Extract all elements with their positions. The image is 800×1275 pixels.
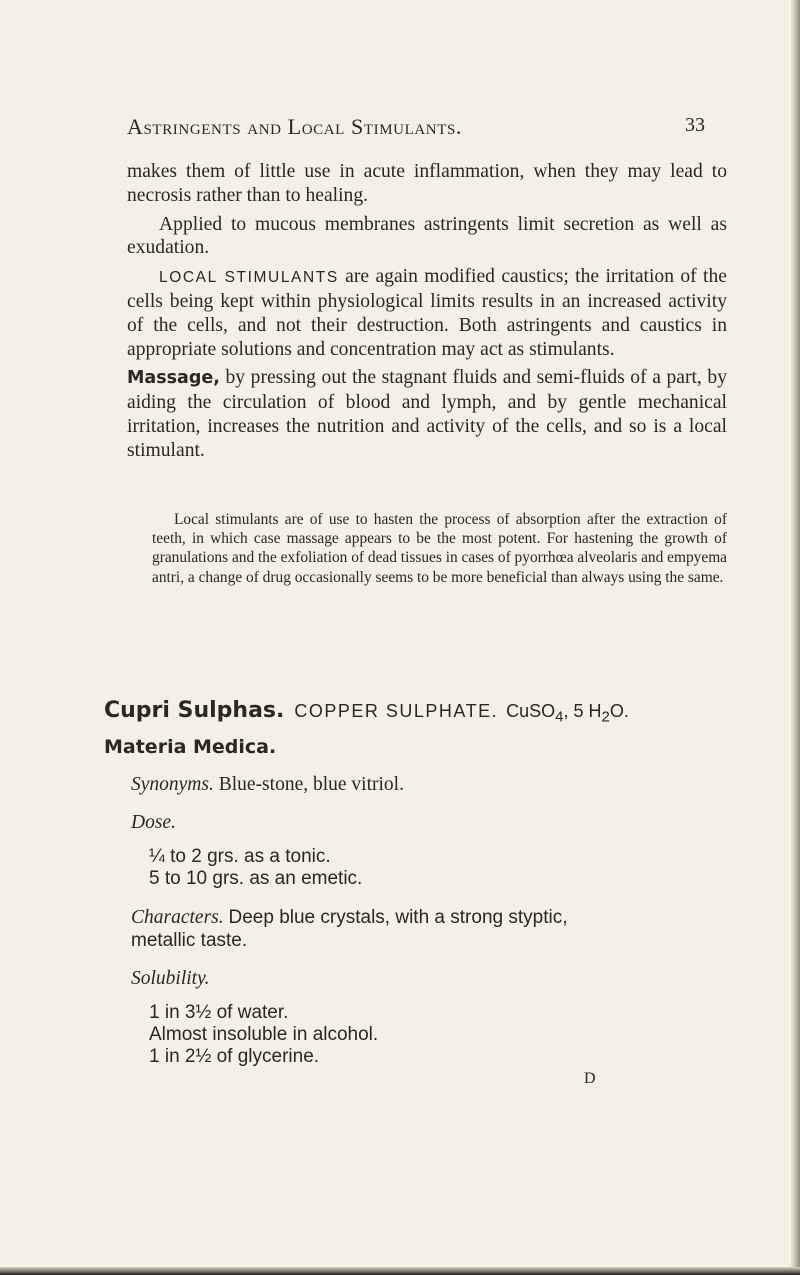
massage-text: by pressing out the stagnant fluids and semi-fluids of a part, by aiding the circulation of blood and lymph, and by gentle mechanical irritation, increases the nutrition and activity of the cells, and so is a local stimulant. <box>127 367 727 461</box>
paragraph-massage <box>127 366 727 462</box>
local-stimulants-text: are again modified caustics; the irritation of the cells being kept within physiological limits results in an increased activity of the cells, and not their destruction. Both astringents and caustics in appropriate solutions and concentration may act as stimulants. <box>127 266 727 360</box>
page-edge-shadow <box>791 0 800 1275</box>
paragraph-local-stimulants <box>127 265 727 361</box>
running-head: Astringents and Local Stimulants. <box>127 114 463 139</box>
main-text <box>127 160 727 463</box>
characters-text-continued: metallic taste. <box>131 930 248 951</box>
dose-line: 5 to 10 grs. as an emetic. <box>149 868 363 889</box>
small-print-note <box>152 510 727 587</box>
solubility-label-line <box>131 967 751 990</box>
synonyms-line <box>131 773 751 796</box>
solubility-label: Solubility. <box>131 968 210 989</box>
note-text: Local stimulants are of use to hasten the process of absorption after the extraction of teeth, in which case massage appears to be the most potent. For hastening the growth of granulations and the exfoliation of dead tissues in cases of pyorrhœa alveolaris and empyema antri, a change of drug occasionally seems to be more beneficial than always using the same. <box>152 511 727 586</box>
paragraph-mucous-membranes: Applied to mucous membranes astringents limit secretion as well as exudation. <box>127 213 727 259</box>
dose-line: ¼ to 2 grs. as a tonic. <box>149 846 331 867</box>
materia-medica-heading: Materia Medica. <box>104 736 277 758</box>
page-bottom-edge <box>0 1267 800 1275</box>
dose-label: Dose. <box>131 812 176 833</box>
drug-title <box>104 697 794 726</box>
dose-label-line <box>131 811 751 834</box>
drug-latin-name: Cupri Sulphas. <box>104 698 285 723</box>
synonyms-text: Blue-stone, blue vitriol. <box>218 774 404 795</box>
solubility-line: 1 in 2½ of glycerine. <box>149 1046 320 1067</box>
signature-mark: D <box>584 1070 596 1087</box>
characters-text: Deep blue crystals, with a strong styptic, <box>228 907 568 928</box>
drug-english-name: COPPER SULPHATE. <box>294 701 499 721</box>
drug-formula: CuSO$_4$, 5 $H_2O$. <box>506 701 629 726</box>
solubility-line: Almost insoluble in alcohol. <box>149 1024 379 1045</box>
solubility-line: 1 in 3½ of water. <box>149 1002 289 1023</box>
characters-label: Characters. <box>131 907 224 928</box>
local-stimulants-term: LOCAL STIMULANTS <box>159 269 339 287</box>
synonyms-label: Synonyms. <box>131 774 214 795</box>
characters-line <box>131 906 751 952</box>
page-header <box>127 114 705 144</box>
paragraph-continuation: makes them of little use in acute inflammation, when they may lead to necrosis rather than to healing. <box>127 161 727 206</box>
massage-term: Massage, <box>127 368 220 389</box>
page-number: 33 <box>685 114 705 136</box>
